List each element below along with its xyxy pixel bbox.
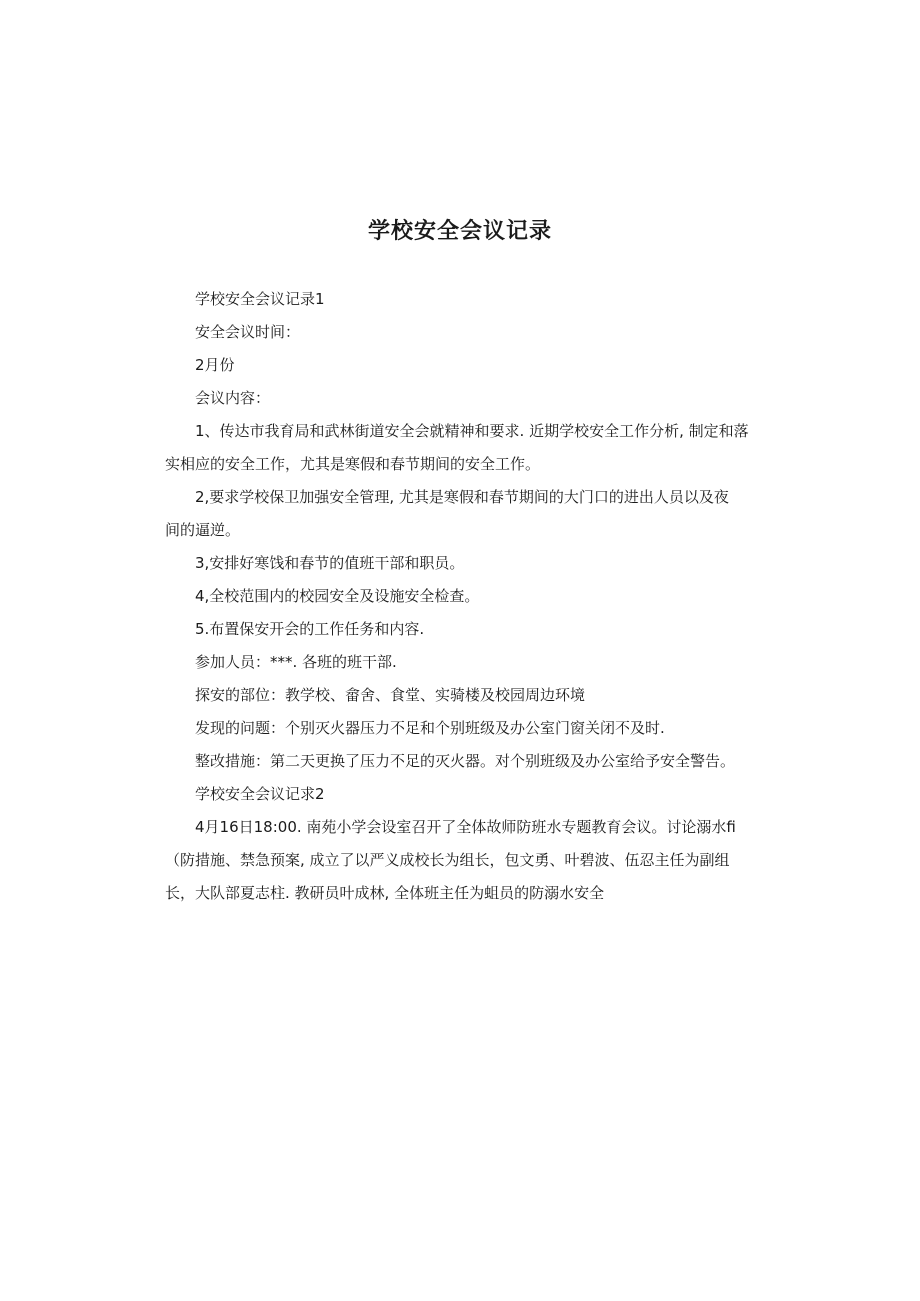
paragraph-line: 探安的部位：教学校、畲舍、食堂、实骑楼及校园周边环境 <box>195 686 586 704</box>
paragraph-attendees <box>165 646 765 679</box>
paragraph-line: （防措施、禁急预案, 成立了以严义成校长为组长，包文勇、叶碧波、伍忍主任为副组 <box>165 851 730 869</box>
paragraph-item-5 <box>165 613 765 646</box>
paragraph-line: 学校安全会议记录1 <box>195 290 325 308</box>
paragraph-line: 长，大队部夏志柱. 教研员叶成林, 全体班主任为蛆员的防溺水安全 <box>165 884 605 902</box>
paragraph-line: 整改措施：第二天更换了压力不足的灭火器。对个别班级及办公室给予安全警告。 <box>195 752 736 770</box>
paragraph-line: 4月16日18:00. 南苑小学会设室召开了全体故师防班水专题教育会议。讨论溺水fi <box>195 818 736 836</box>
paragraph-corrective-measures <box>165 745 765 778</box>
paragraph-line: 1、传达市我育局和武林街道安全会就精神和要求. 近期学校安全工作分析, 制定和落 <box>195 422 749 440</box>
paragraph-line: 会议内容： <box>195 389 271 407</box>
paragraph-item-1 <box>165 415 765 481</box>
paragraph-record-2-heading <box>165 778 765 811</box>
paragraph-line: 4,全校范围内的校园安全及设施安全检查。 <box>195 587 480 605</box>
paragraph-line: 间的逼逆。 <box>165 521 241 539</box>
paragraph-line: 安全会议时间： <box>195 323 301 341</box>
paragraph-meeting-content-label <box>165 382 765 415</box>
paragraph-line: 3,安排好寒饯和春节的值班干部和职员。 <box>195 554 465 572</box>
paragraph-inspection-areas <box>165 679 765 712</box>
paragraph-item-2 <box>165 481 765 547</box>
paragraph-line: 5.布置保安开会的工作任务和内容. <box>195 620 425 638</box>
paragraph-record-2-body <box>165 811 765 910</box>
paragraph-meeting-time-label <box>165 316 765 349</box>
paragraph-line: 学校安全会议记求2 <box>195 785 325 803</box>
paragraph-record-1-heading <box>165 283 765 316</box>
paragraph-item-3 <box>165 547 765 580</box>
paragraph-problems-found <box>165 712 765 745</box>
document-body <box>165 283 765 910</box>
paragraph-line: 实相应的安全工作，尤其是寒假和春节期间的安全工作。 <box>165 455 541 473</box>
paragraph-line: 2,要求学校保卫加强安全管理, 尤其是寒假和春节期间的大门口的进出人员以及夜 <box>195 488 729 506</box>
paragraph-line: 发现的问题：个别灭火器压力不足和个别班级及办公室门窗关闭不及时. <box>195 719 665 737</box>
paragraph-line: 2月份 <box>195 356 235 374</box>
paragraph-meeting-time-value <box>165 349 765 382</box>
paragraph-item-4 <box>165 580 765 613</box>
document-title: 学校安全会议记录 <box>367 219 552 244</box>
paragraph-line: 参加人员：***. 各班的班干部. <box>195 653 397 671</box>
